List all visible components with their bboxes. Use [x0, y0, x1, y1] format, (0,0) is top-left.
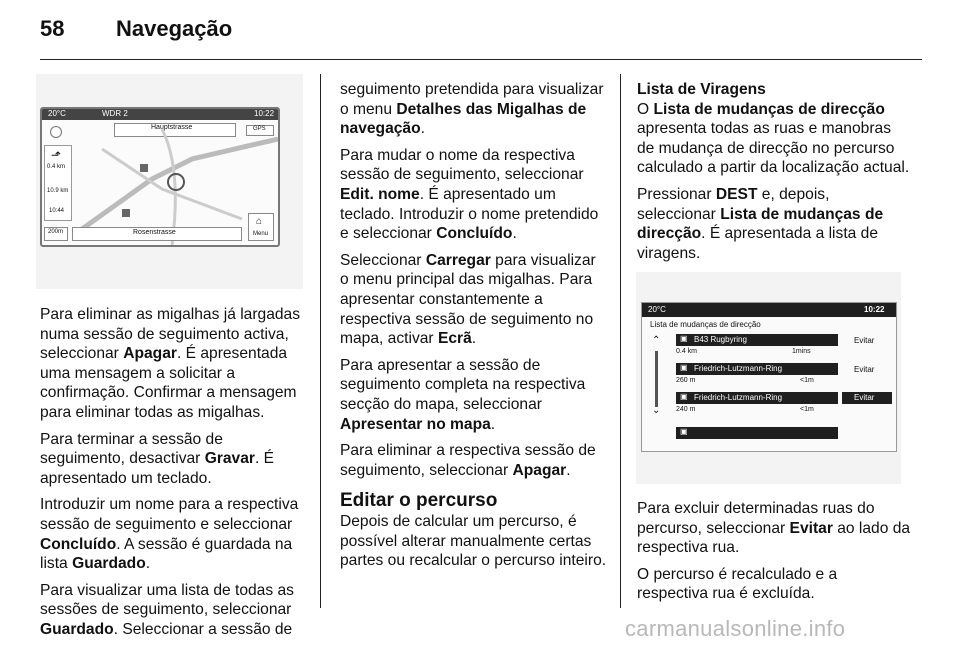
row-distance: 240 m — [676, 406, 696, 413]
row-time: 1mins — [792, 348, 811, 355]
street-name: B43 Rugbyring — [694, 335, 747, 344]
street-name: Friedrich-Lutzmann-Ring — [694, 364, 783, 373]
distance-2: 10.9 km — [47, 188, 69, 194]
column-divider-2 — [620, 74, 621, 608]
paragraph: Para excluir determinadas ruas do percurso, seleccionar Evitar ao lado da respectiva rua. — [637, 500, 911, 557]
column-3 — [637, 80, 912, 270]
paragraph: Pressionar DEST e, depois, seleccionar Lista de mudanças de direcção. É apresentada a lista de viragens. — [637, 185, 884, 262]
scroll-down-icon[interactable]: ⌄ — [652, 405, 661, 416]
list-row-street[interactable] — [676, 334, 838, 346]
avoid-button[interactable]: Evitar — [854, 336, 875, 345]
paragraph: Para mudar o nome da respectiva sessão de seguimento, seleccionar Edit. nome. É apresentado um teclado. Introduzir o nome pretendido e seleccionar Concluído. — [340, 146, 599, 243]
page-title: Navegação — [116, 16, 233, 41]
paragraph: Para apresentar a sessão de seguimento completa na respectiva secção do mapa, seleccionar Apresentar no mapa. — [340, 356, 586, 433]
row-time: <1m — [800, 406, 814, 413]
column-divider-1 — [320, 74, 321, 608]
paragraph: Seleccionar Carregar para visualizar o menu principal das migalhas. Para apresentar constantemente a respectiva sessão de seguimento no mapa, activar Ecrã. — [340, 251, 596, 348]
map-roads — [42, 109, 278, 245]
gps-label: GPS — [253, 126, 266, 132]
map-screenshot — [36, 74, 303, 289]
map-station: WDR 2 — [102, 109, 128, 118]
distance-1: 0.4 km — [47, 164, 66, 170]
paragraph: Para eliminar as migalhas já largadas numa sessão de seguimento activa, seleccionar Apagar. É apresentada uma mensagem a solicitar a confirmação. Confirmar a mensagem para eliminar todas as migalhas. — [40, 306, 301, 421]
column-1 — [40, 305, 308, 647]
header-rule — [40, 59, 922, 60]
row-distance: 0.4 km — [676, 348, 698, 355]
paragraph: Para eliminar a respectiva sessão de seguimento, seleccionar Apagar. — [340, 442, 596, 479]
list-time: 10:22 — [864, 305, 885, 314]
column-2 — [340, 80, 608, 578]
paragraph: Introduzir um nome para a respectiva sessão de seguimento e seleccionar Concluído. A sessão é guardada na lista Guardado. — [40, 496, 299, 573]
row-icon: ▣ — [680, 427, 688, 436]
row-icon: ▣ — [680, 363, 688, 372]
watermark: carmanualsonline.info — [625, 616, 846, 641]
turn-list-screenshot — [636, 272, 901, 484]
paragraph: Para terminar a sessão de seguimento, desactivar Gravar. É apresentado um teclado. — [40, 430, 275, 487]
paragraph: O Lista de mudanças de direcção apresenta todas as ruas e manobras de mudança de direcção no percurso calculado a partir da localização actual. — [637, 100, 910, 177]
paragraph: seguimento pretendida para visualizar o menu Detalhes das Migalhas de navegação. — [340, 81, 604, 138]
list-row-footer[interactable] — [676, 427, 838, 439]
scale-label: 200m — [48, 229, 64, 235]
avoid-button[interactable]: Evitar — [854, 365, 875, 374]
menu-icon: ⌂ — [256, 216, 263, 227]
column-3-bottom — [637, 499, 912, 611]
eta: 10:44 — [49, 208, 65, 214]
list-row-street[interactable] — [676, 363, 838, 375]
map-time: 10:22 — [254, 109, 275, 118]
row-distance: 260 m — [676, 377, 696, 384]
page-number: 58 — [40, 16, 65, 41]
scroll-up-icon[interactable]: ⌃ — [652, 335, 661, 346]
bottom-street-box — [72, 227, 242, 241]
street-name: Friedrich-Lutzmann-Ring — [694, 393, 783, 402]
avoid-label: Evitar — [854, 393, 875, 402]
row-icon: ▣ — [680, 334, 688, 343]
list-status-bar — [642, 303, 896, 317]
turn-list-display — [641, 302, 897, 452]
row-icon: ▣ — [680, 392, 688, 401]
list-title: Lista de mudanças de direcção — [650, 320, 761, 329]
map-temp: 20°C — [48, 109, 66, 118]
list-row-street[interactable] — [676, 392, 838, 404]
top-street-label: Hauptstrasse — [151, 124, 193, 131]
menu-button[interactable] — [248, 213, 274, 241]
list-temp: 20°C — [648, 305, 666, 314]
scrollbar[interactable] — [655, 351, 658, 407]
section-heading: Editar o percurso — [340, 490, 498, 512]
paragraph: Para visualizar uma lista de todas as sessões de seguimento, seleccionar Guardado. Seleccionar a sessão de — [40, 581, 294, 638]
scale-box — [44, 227, 68, 241]
map-display — [40, 107, 280, 247]
menu-label: Menu — [253, 231, 269, 237]
paragraph: Depois de calcular um percurso, é possível alterar manualmente certas partes ou recalcular o percurso inteiro. — [340, 513, 607, 570]
avoid-button-selected[interactable] — [842, 392, 892, 404]
row-time: <1m — [800, 377, 814, 384]
subheading: Lista de Viragens — [637, 81, 766, 98]
bottom-street-label: Rosenstrasse — [133, 229, 176, 236]
paragraph: O percurso é recalculado e a respectiva rua é excluída. — [637, 565, 838, 603]
turn-arrow-icon: ⬏ — [51, 148, 62, 162]
